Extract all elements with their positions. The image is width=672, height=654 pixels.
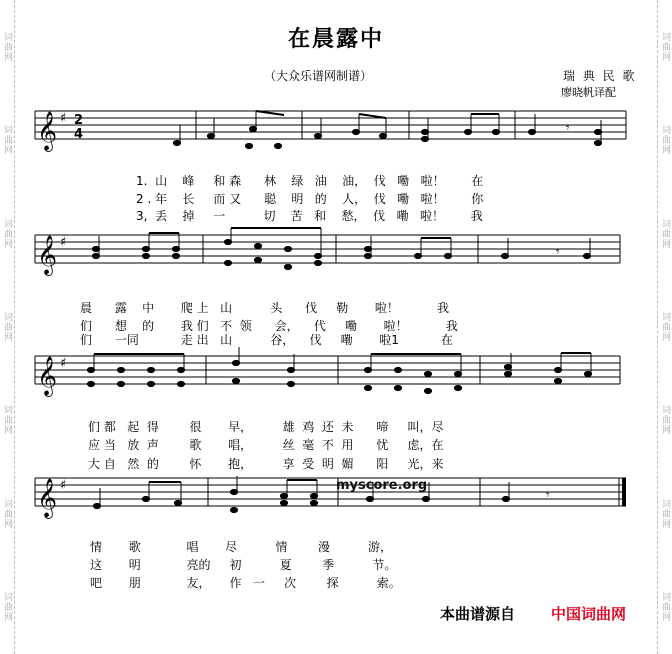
treble-clef: 𝄞 bbox=[37, 478, 58, 518]
note bbox=[554, 378, 561, 383]
note bbox=[87, 381, 94, 386]
lyrics-line: 1. 山 峰 和 森 林 绿 油 油， 伐 嘞 啦！ 在 bbox=[136, 174, 484, 188]
note bbox=[147, 381, 154, 386]
key-sharp: ♯ bbox=[60, 235, 67, 250]
watermark-text: 词曲网 bbox=[660, 311, 670, 342]
site-watermark: myscore.org bbox=[336, 478, 428, 493]
note bbox=[117, 381, 124, 386]
lyrics-line: 们 一同 走 出 山 谷， 伐 嘞 啦1 在 bbox=[80, 333, 453, 347]
footer-source-site[interactable]: 中国词曲网 bbox=[551, 605, 627, 623]
staff-system-3 bbox=[0, 345, 672, 405]
key-sharp: ♯ bbox=[60, 356, 67, 371]
watermark-text: 词曲网 bbox=[660, 125, 670, 156]
note bbox=[280, 500, 287, 505]
lyrics-line: 3, 丢 掉 一 切 苦 和 愁， 伐 嘞 啦！ 我 bbox=[136, 209, 483, 223]
treble-clef: 𝄞 bbox=[37, 111, 58, 151]
song-title: 在晨露中 bbox=[287, 27, 384, 52]
lyrics-line: 吧 朋 友， 作 一 次 探 索。 bbox=[90, 576, 401, 590]
staff-system-1 bbox=[0, 100, 672, 160]
watermark-text: 词曲网 bbox=[660, 498, 670, 529]
watermark-text: 词曲网 bbox=[2, 311, 12, 342]
treble-clef: 𝄞 bbox=[37, 235, 58, 275]
note bbox=[254, 243, 261, 248]
note bbox=[394, 385, 401, 390]
lyrics-line: 们 都 起 得 很 早， 雄 鸡 还 未 啼 叫，尽 bbox=[88, 420, 444, 434]
watermark-text: 词曲网 bbox=[660, 405, 670, 436]
note bbox=[172, 253, 179, 258]
note bbox=[424, 388, 431, 393]
note bbox=[310, 500, 317, 505]
key-sharp: ♯ bbox=[60, 478, 67, 493]
lyrics-line: 应 当 放 声 歌 唱， 丝 毫 不 用 忧 虑，在 bbox=[88, 438, 444, 452]
song-origin: 瑞 典 民 歌 bbox=[563, 69, 637, 83]
note bbox=[394, 367, 401, 372]
lyrics-line: 情 歌 唱 尽 情 漫 游， bbox=[90, 540, 392, 554]
note bbox=[117, 367, 124, 372]
lyrics-line: 这 明 亮的 初 夏 季 节。 bbox=[90, 558, 397, 572]
watermark-text: 词曲网 bbox=[2, 498, 12, 529]
note bbox=[254, 257, 261, 262]
time-sig-top: 2 bbox=[74, 113, 84, 128]
note bbox=[284, 246, 291, 251]
note bbox=[364, 385, 371, 390]
treble-clef: 𝄞 bbox=[37, 356, 58, 396]
key-sharp: ♯ bbox=[60, 111, 67, 126]
note bbox=[314, 260, 321, 265]
note bbox=[230, 507, 237, 512]
final-barline bbox=[622, 478, 626, 506]
watermark-text: 词曲网 bbox=[2, 31, 12, 62]
note bbox=[284, 264, 291, 269]
note bbox=[424, 371, 431, 376]
watermark-text: 词曲网 bbox=[660, 218, 670, 249]
rest: 𝄾 bbox=[546, 488, 550, 503]
staff-system-2 bbox=[0, 224, 672, 284]
watermark-text: 词曲网 bbox=[2, 405, 12, 436]
subtitle: （大众乐谱网制谱） bbox=[264, 69, 373, 83]
lyrics-line: 2 . 年 长 而 又 聪 明 的 人， 伐 嘞 啦！ 你 bbox=[136, 192, 484, 206]
watermark-text: 词曲网 bbox=[2, 125, 12, 156]
time-sig-bottom: 4 bbox=[74, 127, 84, 142]
footer-source-label: 本曲谱源自 bbox=[440, 605, 516, 623]
lyrics-line: 们 想 的 我 们 不 领 会， 代 嘞 啦！ 我 bbox=[80, 319, 458, 333]
note bbox=[147, 367, 154, 372]
lyrics-line: 晨 露 中 爬 上 山 头 伐 勒 啦！ 我 bbox=[80, 301, 450, 315]
watermark-text: 词曲网 bbox=[660, 31, 670, 62]
rest: 𝄾 bbox=[556, 245, 560, 260]
note bbox=[245, 143, 252, 148]
watermark-text: 词曲网 bbox=[660, 592, 670, 623]
rest: 𝄾 bbox=[566, 121, 570, 136]
arranger: 廖晓帆译配 bbox=[561, 86, 616, 99]
note bbox=[287, 381, 294, 386]
note bbox=[142, 253, 149, 258]
watermark-strip-left bbox=[0, 0, 15, 654]
staff-system-4 bbox=[0, 467, 672, 527]
watermark-text: 词曲网 bbox=[2, 218, 12, 249]
lyrics-line: 大 自 然 的 怀 抱， 享 受 明 媚 阳 光，来 bbox=[88, 457, 444, 471]
watermark-text: 词曲网 bbox=[2, 592, 12, 623]
note bbox=[232, 378, 239, 383]
watermark-strip-right bbox=[657, 0, 672, 654]
note bbox=[274, 143, 281, 148]
note bbox=[224, 260, 231, 265]
note bbox=[177, 381, 184, 386]
note bbox=[454, 385, 461, 390]
